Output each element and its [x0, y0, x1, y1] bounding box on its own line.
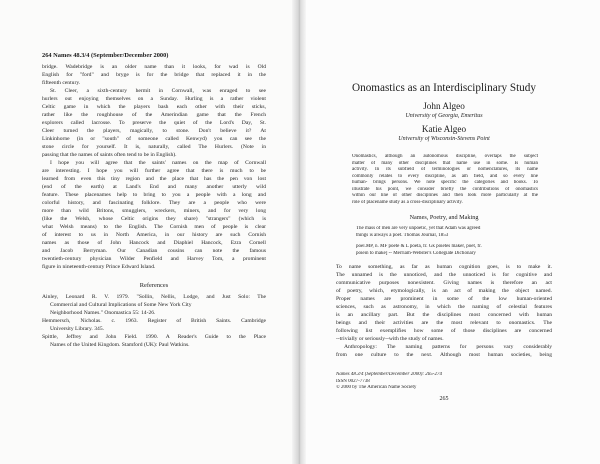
- text-line: and Jacob Berryman. Our Canadian cousins can note the famous: [42, 248, 266, 254]
- text-line: explorers called lacrosse. To preserve the quiet of the Lord's Day, St.: [42, 120, 266, 126]
- footer-line: © 2000 by The American Name Society: [336, 385, 417, 390]
- text-line: stone circle for yourself. It is, naturally, called The Hurlers. (Note in: [42, 144, 266, 150]
- abstract-line: commonly relates to every discipline, as am field, and so every line: [352, 173, 538, 179]
- text-line: figure in nineteenth-century Prince Edward Island.: [42, 264, 156, 270]
- text-line: St. Cleer, a sixth-century hermit in Cornwall, was enraged to see: [50, 88, 266, 94]
- text-line: Proper names are prominent in some of the low human-oriented: [336, 296, 552, 302]
- text-line: Anthropology: The naming patterns for persons vary considerably: [344, 344, 552, 350]
- text-line: what Welsh means) to the English. The Cornish men of people is clear: [42, 224, 266, 230]
- text-line: following list exemplifies how some of those disciplines are concerned: [336, 328, 552, 334]
- reference-line: Hemmersch, Nicholas. c. 1963. Register of British Saints. Cambridge: [42, 318, 266, 324]
- book-gutter: [292, 0, 306, 464]
- abstract-line: within our line of other disciplines and then look more particularly at the: [352, 193, 538, 198]
- text-line: bridge. Wadebridge is an older name than it looks, for wad is Old: [42, 64, 266, 70]
- author-affiliation: University of Wisconsin-Stevens Point: [398, 136, 490, 142]
- reference-line: Spittle, Jeffrey and John Field. 1990. A Reader's Guide to the Place: [42, 334, 266, 340]
- reference-line: Neighborhood Names." Onomastica 55: 14-26.: [50, 310, 156, 316]
- abstract-line: activity. In its subfield of terminologies or nomenclatures, its name: [352, 167, 538, 172]
- text-line: learned from even this tiny region and the place that has the pen von lost: [42, 176, 266, 182]
- article-title: Onomastics as an Interdisciplinary Study: [352, 82, 536, 94]
- abstract-line: human- brings persons. We note specific the categories and books. To: [352, 180, 538, 185]
- author-affiliation: University of Georgia, Emeritus: [405, 113, 483, 119]
- text-line: feature. These placenames help to bring to you a people with a long and: [42, 192, 266, 198]
- abstract-line: role of placename study as a cross-disciplinary activity.: [352, 199, 463, 205]
- text-line: from one culture to the next. Although most human societies, being: [336, 352, 552, 358]
- text-line: (like the Welsh, whose Celtic origins they share) "strangers" (which is: [42, 216, 266, 222]
- abstract-line: illustrate his point, we consider briefly the contributions of onomastics: [352, 186, 538, 192]
- reference-line: Ainley, Leonard R. V. 1979. "Sollin, Nellis, Lodge, and Just Solo: The: [42, 294, 266, 300]
- text-line: To name something, as far as human cognition goes, is to make it.: [336, 264, 552, 270]
- text-line: Linkinhorne (in or "south" of someone called Kenwyd) you can see the: [42, 136, 266, 142]
- text-line: (end of the earth) at Land's End and many another utterly wild: [42, 184, 266, 190]
- epigraph-line: poiein to make] -- Merriam-Webster's Collegiate Dictionary: [356, 250, 476, 256]
- reference-line: Commercial and Cultural Implications of Some New York City: [50, 302, 192, 308]
- text-line: Celtic game in which the players bash each other with their sticks,: [42, 104, 266, 110]
- text-line: of poetry, which, etymologically, is an act of making the object named.: [336, 288, 552, 294]
- text-line: more than wild Britons, smugglers, wreckers, miners, and for very long: [42, 208, 266, 214]
- footer-line: ISSN 0027-7738: [336, 378, 370, 384]
- text-line: colorful history, and fascinating folklore. They are a people who were: [42, 200, 266, 206]
- text-line: English for "ford" and bryge is for the bridge that replaced it in the: [42, 72, 266, 78]
- text-line: names as those of John Hancock and Diaphiel Hancock, Ezra Cornell: [42, 240, 266, 246]
- footer-line: Names 48.3/4 (September/December 2000): 265-274: [336, 372, 442, 377]
- text-line: rather like the roughhouse of the Amerindian game that the French: [42, 112, 266, 118]
- reference-line: Names of the United Kingdom. Stamford (UK): Paul Watkins.: [50, 342, 190, 348]
- abstract-line: Onomastics, although an autonomous discipline, overlaps the subject: [352, 154, 538, 159]
- text-line: is an ancillary part. But the disciplines most concerned with human: [336, 312, 552, 318]
- text-line: --trivially or seriously--with the study of names.: [336, 336, 444, 342]
- text-line: hurlers out enjoying themselves on a Sunday. Hurling is a rather violent: [42, 96, 266, 102]
- page-number: 265: [439, 396, 449, 402]
- text-line: passing that the names of saints often tend to be in English).: [42, 152, 177, 158]
- epigraph-line: The mass of men are very unpoetic, yet that Adam was agreed: [356, 226, 481, 231]
- text-line: twentieth-century physician Wilder Penfield and Harvey Tom, a prominent: [42, 256, 266, 262]
- author-name: Katie Algeo: [421, 124, 467, 134]
- reference-line: University Library. 345.: [50, 326, 105, 332]
- text-line: beings and their activities are the most relevant to onomastics. The: [336, 320, 552, 326]
- epigraph-line: things is always a poet. Thomas Journal, 1853: [356, 232, 449, 238]
- text-line: of interest to us in North America, in our history are such Cornish: [42, 232, 266, 238]
- author-name: John Algeo: [423, 101, 465, 111]
- abstract-line: matter of many other disciplines that name use in some. Is human: [352, 160, 538, 166]
- text-line: fifteenth century.: [42, 80, 81, 86]
- text-line: sciences, such as astronomy, in which the naming of celestial features: [336, 304, 552, 310]
- text-line: Cleer turned the players, magically, to stone. Don't believe it? At: [42, 128, 266, 134]
- epigraph-line: poel.MP, n. MF poete & L poeta, fr. Gk poiētēs maker, poet, fr.: [356, 244, 482, 249]
- section-heading: Names, Poetry, and Making: [409, 214, 479, 221]
- text-line: The unnamed is the unnoticed, and the unnoticed is for cognitive and: [336, 272, 552, 278]
- text-line: are interesting. I hope you will further agree that there is much to be: [42, 168, 266, 174]
- references-heading: References: [139, 282, 169, 289]
- running-head: 264 Names 48.3/4 (September/December 2000): [42, 52, 169, 59]
- text-line: I hope you will agree that the saints' names on the map of Cornwall: [50, 160, 266, 166]
- text-line: communicative purposes nonexistent. Giving names is therefore an act: [336, 280, 552, 286]
